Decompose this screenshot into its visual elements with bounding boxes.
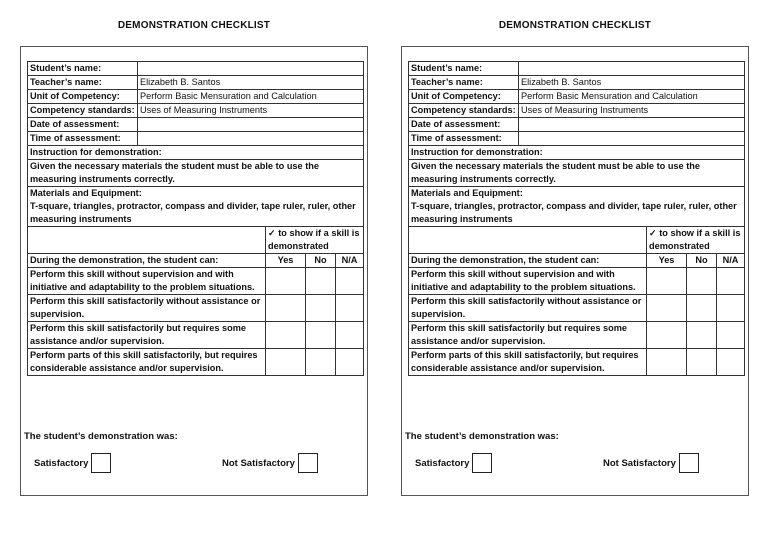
teacher-name-label: Teacher’s name: (28, 76, 138, 90)
time-label: Time of assessment: (409, 132, 519, 146)
criteria-text: Perform this skill satisfactorily but requires some assistance and/or supervision. (28, 322, 266, 349)
check-no-cell[interactable] (306, 349, 336, 376)
instruction-text: Given the necessary materials the student must be able to use the measuring instruments correctly. (28, 160, 364, 187)
competency-field[interactable]: Uses of Measuring Instruments (138, 104, 364, 118)
teacher-name-field[interactable]: Elizabeth B. Santos (138, 76, 364, 90)
row-criteria-header (409, 254, 745, 268)
check-no-cell[interactable] (306, 322, 336, 349)
row-materials (28, 187, 364, 227)
instruction-label: Instruction for demonstration: (409, 146, 745, 160)
satisfactory-label: Satisfactory (415, 457, 470, 469)
row-unit (28, 90, 364, 104)
row-time (28, 132, 364, 146)
student-name-label: Student’s name: (28, 62, 138, 76)
time-field[interactable] (519, 132, 745, 146)
check-yes-cell[interactable] (266, 295, 306, 322)
check-yes-cell[interactable] (266, 349, 306, 376)
time-field[interactable] (138, 132, 364, 146)
criteria-row (28, 322, 364, 349)
check-no-cell[interactable] (306, 268, 336, 295)
materials-cell (28, 187, 364, 227)
check-na-cell[interactable] (336, 322, 364, 349)
competency-label: Competency standards: (28, 104, 138, 118)
check-na-cell[interactable] (336, 268, 364, 295)
not-satisfactory-label: Not Satisfactory (603, 457, 676, 469)
criteria-text: Perform this skill satisfactorily but requires some assistance and/or supervision. (409, 322, 647, 349)
check-note: ✓ to show if a skill is demonstrated (266, 227, 364, 254)
checklist-table (27, 61, 364, 376)
criteria-header: During the demonstration, the student can: (28, 254, 266, 268)
materials-label: Materials and Equipment: (411, 188, 523, 198)
criteria-text: Perform this skill satisfactorily without assistance or supervision. (28, 295, 266, 322)
teacher-name-field[interactable]: Elizabeth B. Santos (519, 76, 745, 90)
check-yes-cell[interactable] (647, 322, 687, 349)
date-field[interactable] (138, 118, 364, 132)
row-date (28, 118, 364, 132)
unit-label: Unit of Competency: (28, 90, 138, 104)
checklist-frame (20, 46, 368, 496)
checklist-left (20, 0, 368, 543)
checklist-table (408, 61, 745, 376)
criteria-row (28, 295, 364, 322)
row-student-name (28, 62, 364, 76)
checklist-heading: DEMONSTRATION CHECKLIST (117, 20, 271, 31)
row-check-note (409, 227, 745, 254)
check-no-cell[interactable] (687, 295, 717, 322)
check-no-cell[interactable] (687, 349, 717, 376)
not-satisfactory-checkbox[interactable] (298, 453, 318, 473)
check-yes-cell[interactable] (647, 268, 687, 295)
criteria-row (409, 322, 745, 349)
criteria-row (409, 268, 745, 295)
row-competency (409, 104, 745, 118)
student-name-field[interactable] (519, 62, 745, 76)
criteria-header: During the demonstration, the student can: (409, 254, 647, 268)
checklist-right (401, 0, 749, 543)
satisfactory-label: Satisfactory (34, 457, 89, 469)
date-field[interactable] (519, 118, 745, 132)
criteria-row (409, 295, 745, 322)
unit-field[interactable]: Perform Basic Mensuration and Calculation (138, 90, 364, 104)
check-na-cell[interactable] (717, 268, 745, 295)
check-na-cell[interactable] (717, 322, 745, 349)
row-check-note (28, 227, 364, 254)
satisfactory-option (34, 453, 111, 473)
check-no-cell[interactable] (306, 295, 336, 322)
check-note: ✓ to show if a skill is demonstrated (647, 227, 745, 254)
student-name-field[interactable] (138, 62, 364, 76)
col-no-header: No (306, 254, 336, 268)
row-instruction-label (28, 146, 364, 160)
unit-label: Unit of Competency: (409, 90, 519, 104)
col-na-header: N/A (336, 254, 364, 268)
row-teacher-name (409, 76, 745, 90)
row-materials (409, 187, 745, 227)
check-note-spacer (28, 227, 266, 254)
materials-label: Materials and Equipment: (30, 188, 142, 198)
check-yes-cell[interactable] (266, 322, 306, 349)
unit-field[interactable]: Perform Basic Mensuration and Calculation (519, 90, 745, 104)
criteria-text: Perform parts of this skill satisfactorily, but requires considerable assistance and/or supervision. (409, 349, 647, 376)
criteria-text: Perform parts of this skill satisfactorily, but requires considerable assistance and/or supervision. (28, 349, 266, 376)
date-label: Date of assessment: (28, 118, 138, 132)
row-criteria-header (28, 254, 364, 268)
check-na-cell[interactable] (717, 295, 745, 322)
row-time (409, 132, 745, 146)
criteria-row (409, 349, 745, 376)
row-instruction-label (409, 146, 745, 160)
check-no-cell[interactable] (687, 268, 717, 295)
not-satisfactory-option (222, 453, 318, 473)
check-yes-cell[interactable] (647, 349, 687, 376)
result-label: The student’s demonstration was: (405, 431, 559, 442)
competency-label: Competency standards: (409, 104, 519, 118)
criteria-row (28, 268, 364, 295)
col-na-header: N/A (717, 254, 745, 268)
check-na-cell[interactable] (717, 349, 745, 376)
col-yes-header: Yes (266, 254, 306, 268)
criteria-text: Perform this skill without supervision and with initiative and adaptability to the problem situations. (409, 268, 647, 295)
check-note-spacer (409, 227, 647, 254)
checklist-frame (401, 46, 749, 496)
materials-text: T-square, triangles, protractor, compass and divider, tape ruler, ruler, other measuring instruments (411, 201, 737, 224)
student-name-label: Student’s name: (409, 62, 519, 76)
col-yes-header: Yes (647, 254, 687, 268)
satisfactory-checkbox[interactable] (472, 453, 492, 473)
check-no-cell[interactable] (687, 322, 717, 349)
checklist-heading: DEMONSTRATION CHECKLIST (498, 20, 652, 31)
date-label: Date of assessment: (409, 118, 519, 132)
row-instruction-text (409, 160, 745, 187)
col-no-header: No (687, 254, 717, 268)
row-teacher-name (28, 76, 364, 90)
check-yes-cell[interactable] (266, 268, 306, 295)
row-date (409, 118, 745, 132)
teacher-name-label: Teacher’s name: (409, 76, 519, 90)
satisfactory-checkbox[interactable] (91, 453, 111, 473)
criteria-text: Perform this skill without supervision and with initiative and adaptability to the problem situations. (28, 268, 266, 295)
materials-cell (409, 187, 745, 227)
instruction-label: Instruction for demonstration: (28, 146, 364, 160)
result-label: The student’s demonstration was: (24, 431, 178, 442)
check-na-cell[interactable] (336, 295, 364, 322)
check-na-cell[interactable] (336, 349, 364, 376)
competency-field[interactable]: Uses of Measuring Instruments (519, 104, 745, 118)
materials-text: T-square, triangles, protractor, compass and divider, tape ruler, ruler, other measuring instruments (30, 201, 356, 224)
criteria-text: Perform this skill satisfactorily without assistance or supervision. (409, 295, 647, 322)
row-competency (28, 104, 364, 118)
check-yes-cell[interactable] (647, 295, 687, 322)
instruction-text: Given the necessary materials the student must be able to use the measuring instruments correctly. (409, 160, 745, 187)
time-label: Time of assessment: (28, 132, 138, 146)
not-satisfactory-label: Not Satisfactory (222, 457, 295, 469)
row-instruction-text (28, 160, 364, 187)
not-satisfactory-option (603, 453, 699, 473)
criteria-row (28, 349, 364, 376)
row-unit (409, 90, 745, 104)
satisfactory-option (415, 453, 492, 473)
not-satisfactory-checkbox[interactable] (679, 453, 699, 473)
row-student-name (409, 62, 745, 76)
